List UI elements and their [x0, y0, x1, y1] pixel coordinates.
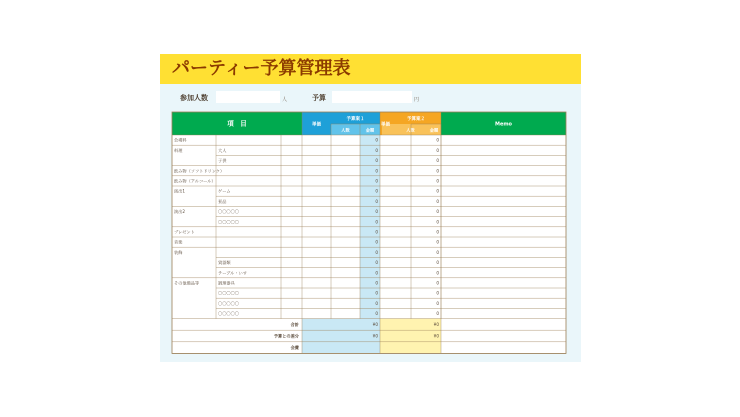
plan1-amount-header: 金額 — [365, 127, 375, 133]
plan2-amount-value: 0 — [436, 260, 439, 266]
plan1-amount-value: 0 — [375, 178, 378, 184]
plan1-summary-value: ¥0 — [372, 333, 378, 339]
budget-table — [160, 54, 581, 362]
plan1-amount-value: 0 — [375, 198, 378, 204]
plan1-count-header: 人数 — [341, 127, 350, 133]
plan2-count-header: 人数 — [406, 127, 415, 133]
summary-label: 会費 — [290, 345, 299, 351]
row-sub-label: 〇〇〇〇〇 — [218, 219, 239, 225]
plan2-amount-value: 0 — [436, 198, 439, 204]
budget-unit: 円 — [414, 97, 420, 103]
plan1-amount-value: 0 — [375, 270, 378, 276]
plan2-amount-value: 0 — [436, 168, 439, 174]
row-category-label: プレゼント — [174, 229, 195, 235]
participants-label: 参加人数 — [180, 94, 208, 102]
row-category-label: 音楽 — [174, 239, 183, 245]
plan2-unit-price-header: 単価 — [381, 122, 390, 128]
plan2-amount-value: 0 — [436, 178, 439, 184]
row-sub-label: ゲーム — [218, 188, 231, 194]
plan2-amount-value: 0 — [436, 158, 439, 164]
plan1-amount-value: 0 — [375, 168, 378, 174]
plan1-amount-value: 0 — [375, 300, 378, 306]
plan1-amount-value: 0 — [375, 147, 378, 153]
plan1-amount-value: 0 — [375, 137, 378, 143]
plan1-amount-value: 0 — [375, 188, 378, 194]
budget-label: 予算 — [312, 94, 326, 102]
row-sub-label: 貸器類 — [218, 260, 231, 266]
row-sub-label: テーブル・いす — [218, 270, 247, 276]
memo-header-text: Memo — [494, 121, 513, 128]
row-category-label: その他備品等 — [174, 280, 200, 286]
plan2-summary-block — [380, 319, 441, 354]
plan1-amount-value: 0 — [375, 260, 378, 266]
plan1-amount-value: 0 — [375, 229, 378, 235]
plan1-summary-block — [302, 319, 380, 354]
row-category-label: 会場料 — [174, 137, 187, 143]
plan1-amount-value: 0 — [375, 239, 378, 245]
plan1-summary-value: ¥0 — [372, 322, 378, 327]
plan1-amount-value: 0 — [375, 249, 378, 255]
plan2-amount-value: 0 — [436, 290, 439, 296]
plan2-amount-value: 0 — [436, 219, 439, 225]
plan1-unit-price-header: 単価 — [312, 122, 321, 128]
plan1-amount-value: 0 — [375, 209, 378, 215]
plan2-summary-value: ¥0 — [433, 322, 439, 327]
plan1-amount-value: 0 — [375, 219, 378, 225]
plan2-amount-value: 0 — [436, 300, 439, 306]
plan2-amount-value: 0 — [436, 147, 439, 153]
row-category-label: 演出1 — [174, 188, 186, 194]
plan2-amount-value: 0 — [436, 280, 439, 286]
plan2-amount-value: 0 — [436, 188, 439, 194]
summary-label: 予算との差分 — [273, 333, 299, 339]
plan1-amount-value: 0 — [375, 158, 378, 164]
row-sub-label: 〇〇〇〇〇 — [218, 290, 239, 296]
plan2-amount-value: 0 — [436, 209, 439, 215]
plan2-amount-value: 0 — [436, 249, 439, 255]
plan1-amount-value: 0 — [375, 290, 378, 296]
plan2-amount-value: 0 — [436, 311, 439, 317]
plan2-name-header: 予算案２ — [407, 117, 425, 122]
row-category-label: 飲み物（アルコール） — [174, 178, 216, 184]
row-sub-label: 大人 — [218, 147, 227, 153]
row-sub-label: 〇〇〇〇〇 — [218, 311, 239, 317]
item-header-text: 項 目 — [227, 119, 247, 128]
participants-unit: 人 — [282, 97, 288, 103]
row-sub-label: 景品 — [218, 198, 227, 204]
row-category-label: 料理 — [174, 147, 183, 153]
row-sub-label: 調理器具 — [218, 280, 235, 286]
row-sub-label: 〇〇〇〇〇 — [218, 300, 239, 306]
page-title: パーティー予算管理表 — [172, 58, 351, 79]
plan1-name-header: 予算案１ — [346, 117, 365, 122]
summary-label: 合計 — [290, 322, 299, 327]
row-sub-label: 子供 — [218, 158, 227, 164]
plan2-amount-header: 金額 — [429, 127, 439, 133]
row-category-label: 装飾 — [174, 249, 183, 255]
row-sub-label: 〇〇〇〇〇 — [218, 209, 239, 215]
plan2-amount-value: 0 — [436, 229, 439, 235]
plan1-amount-value: 0 — [375, 280, 378, 286]
plan2-amount-value: 0 — [436, 137, 439, 143]
budget-sheet — [160, 54, 581, 362]
plan2-amount-value: 0 — [436, 270, 439, 276]
row-category-label: 演出2 — [174, 209, 186, 215]
row-category-label: 飲み物（ソフトドリンク） — [174, 168, 225, 174]
plan2-amount-value: 0 — [436, 239, 439, 245]
plan1-amount-value: 0 — [375, 311, 378, 317]
plan2-summary-value: ¥0 — [433, 333, 439, 339]
